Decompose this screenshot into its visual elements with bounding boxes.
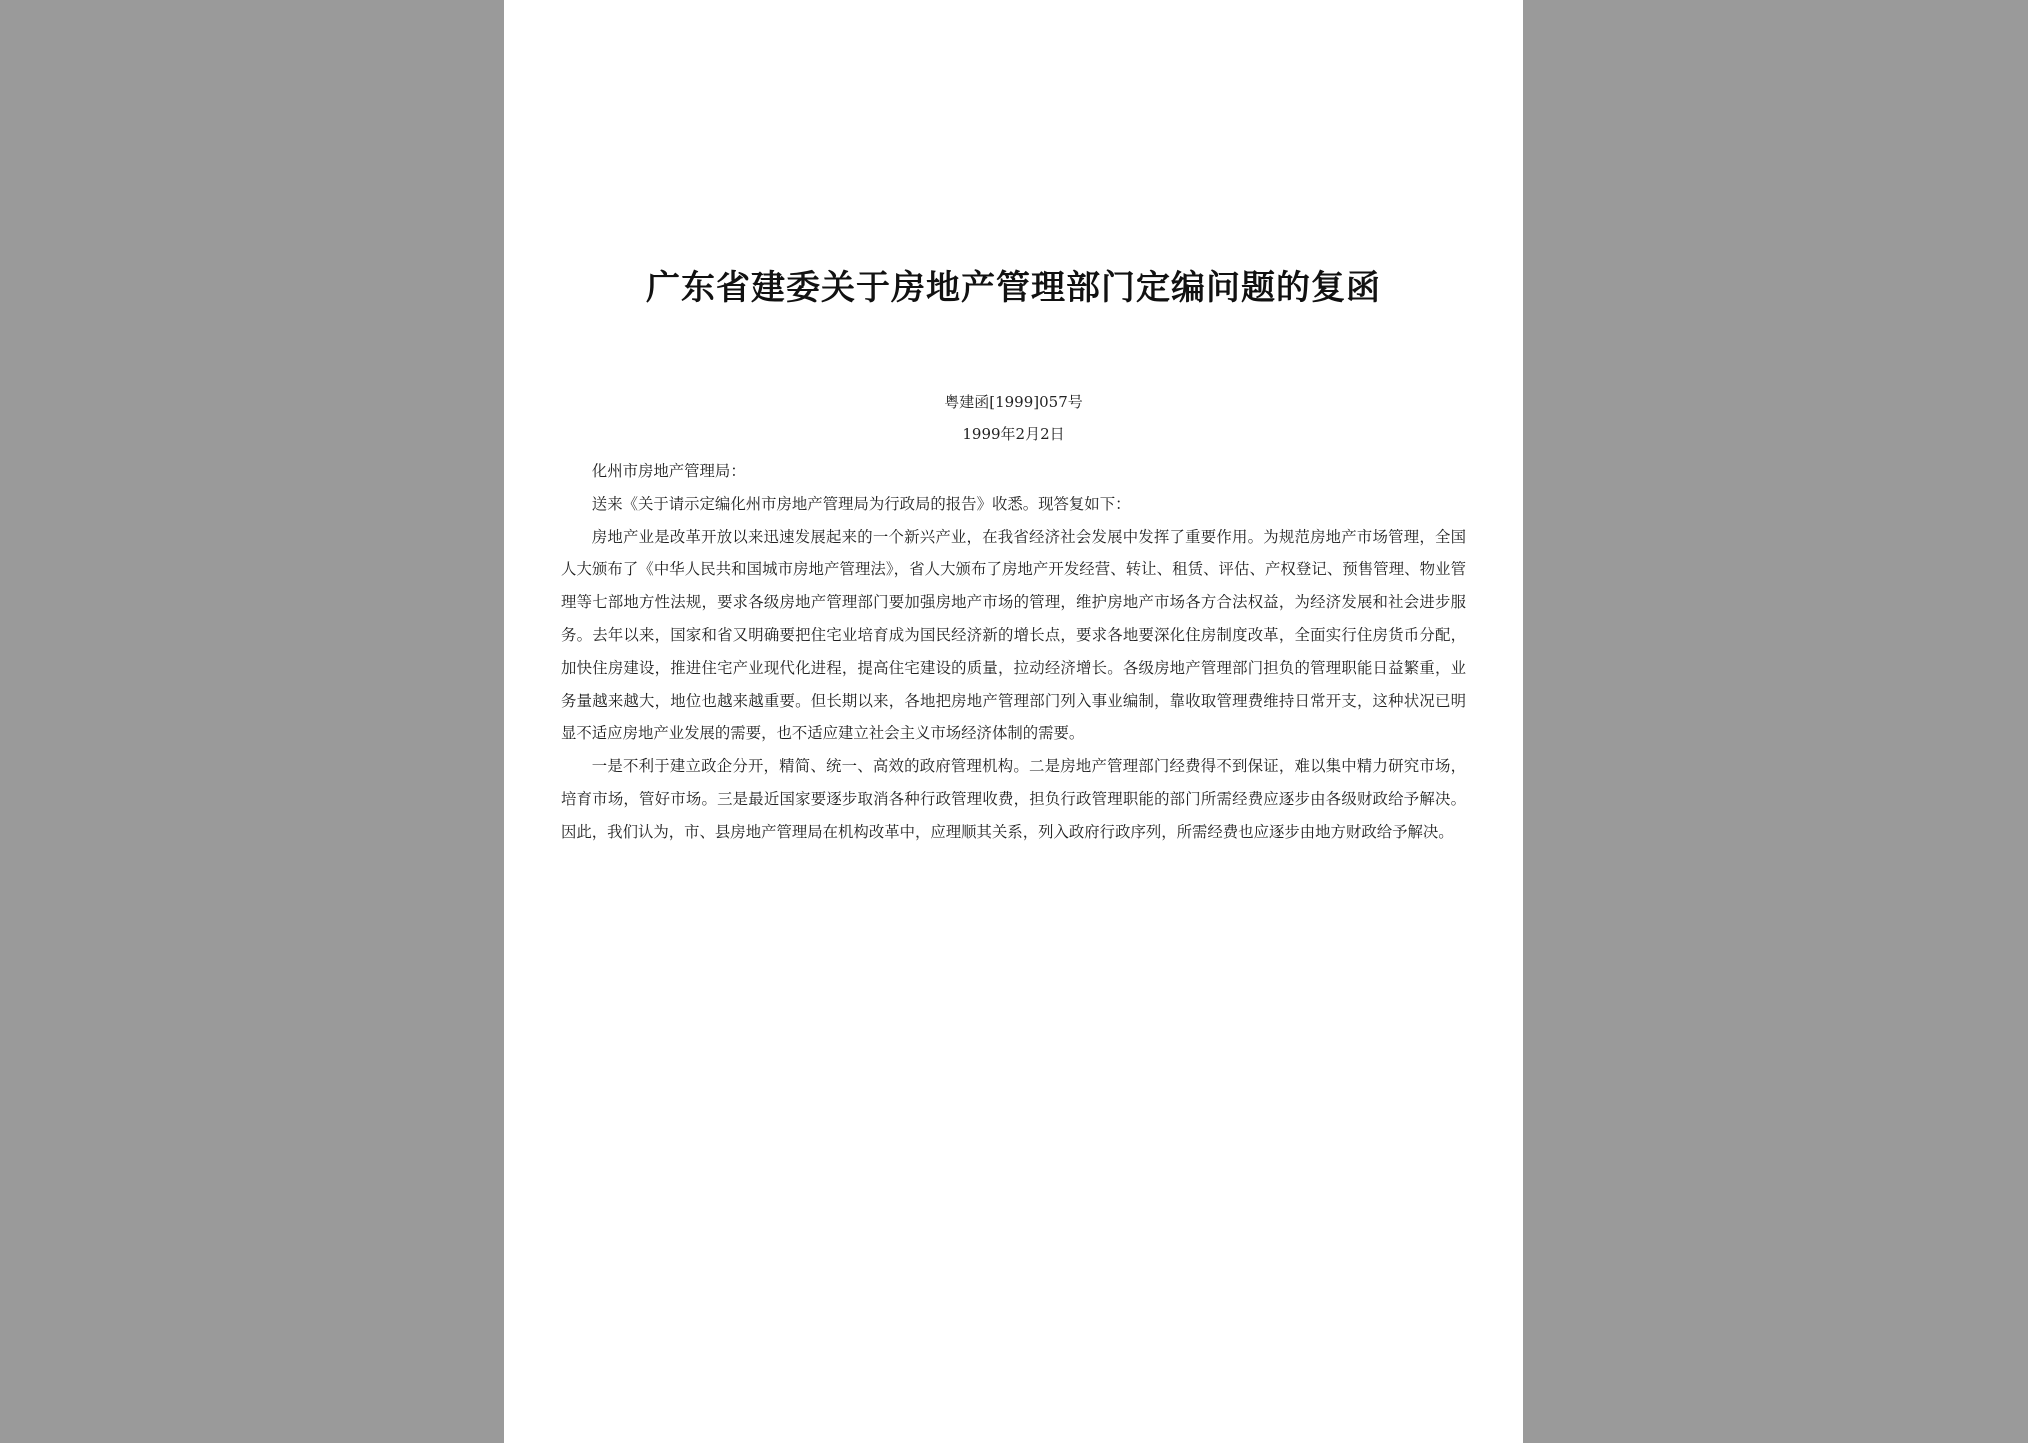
paragraph-1: 送来《关于请示定编化州市房地产管理局为行政局的报告》收悉。现答复如下： <box>591 494 1131 513</box>
paragraph-2: 房地产业是改革开放以来迅速发展起来的一个新兴产业，在我省经济社会发展中发挥了重要作用。为规范房地产市场管理，全国人大颁布了《中华人民共和国城市房地产管理法》，省人大颁布了房地产开发经营、转让、租赁、评估、产权登记、预售管理、物业管理等七部地方性法规，要求各级房地产管理部门要加强房地产市场的管理，维护房地产市场各方合法权益，为经济发展和社会进步服务。去年以来，国家和省又明确要把住宅业培育成为国民经济新的增长点，要求各地要深化住房制度改革，全面实行住房货币分配，加快住房建设，推进住宅产业现代化进程，提高住宅建设的质量，拉动经济增长。各级房地产管理部门担负的管理职能日益繁重，业务量越来越大，地位也越来越重要。但长期以来，各地把房地产管理部门列入事业编制，靠收取管理费维持日常开支，这种状况已明显不适应房地产业发展的需要，也不适应建立社会主义市场经济体制的需要。 <box>561 527 1466 743</box>
document-page <box>504 0 1523 1443</box>
addressee: 化州市房地产管理局： <box>591 462 746 480</box>
document-number: 粤建函[1999]057号 <box>944 393 1083 411</box>
document-date: 1999年2月2日 <box>962 425 1065 443</box>
document-body <box>561 455 1466 849</box>
document-title: 广东省建委关于房地产管理部门定编问题的复函 <box>646 268 1381 308</box>
paragraph-3: 一是不利于建立政企分开，精简、统一、高效的政府管理机构。二是房地产管理部门经费得不到保证，难以集中精力研究市场，培育市场，管好市场。三是最近国家要逐步取消各种行政管理收费，担负行政管理职能的部门所需经费应逐步由各级财政给予解决。因此，我们认为，市、县房地产管理局在机构改革中，应理顺其关系，列入政府行政序列，所需经费也应逐步由地方财政给予解决。 <box>561 757 1466 841</box>
